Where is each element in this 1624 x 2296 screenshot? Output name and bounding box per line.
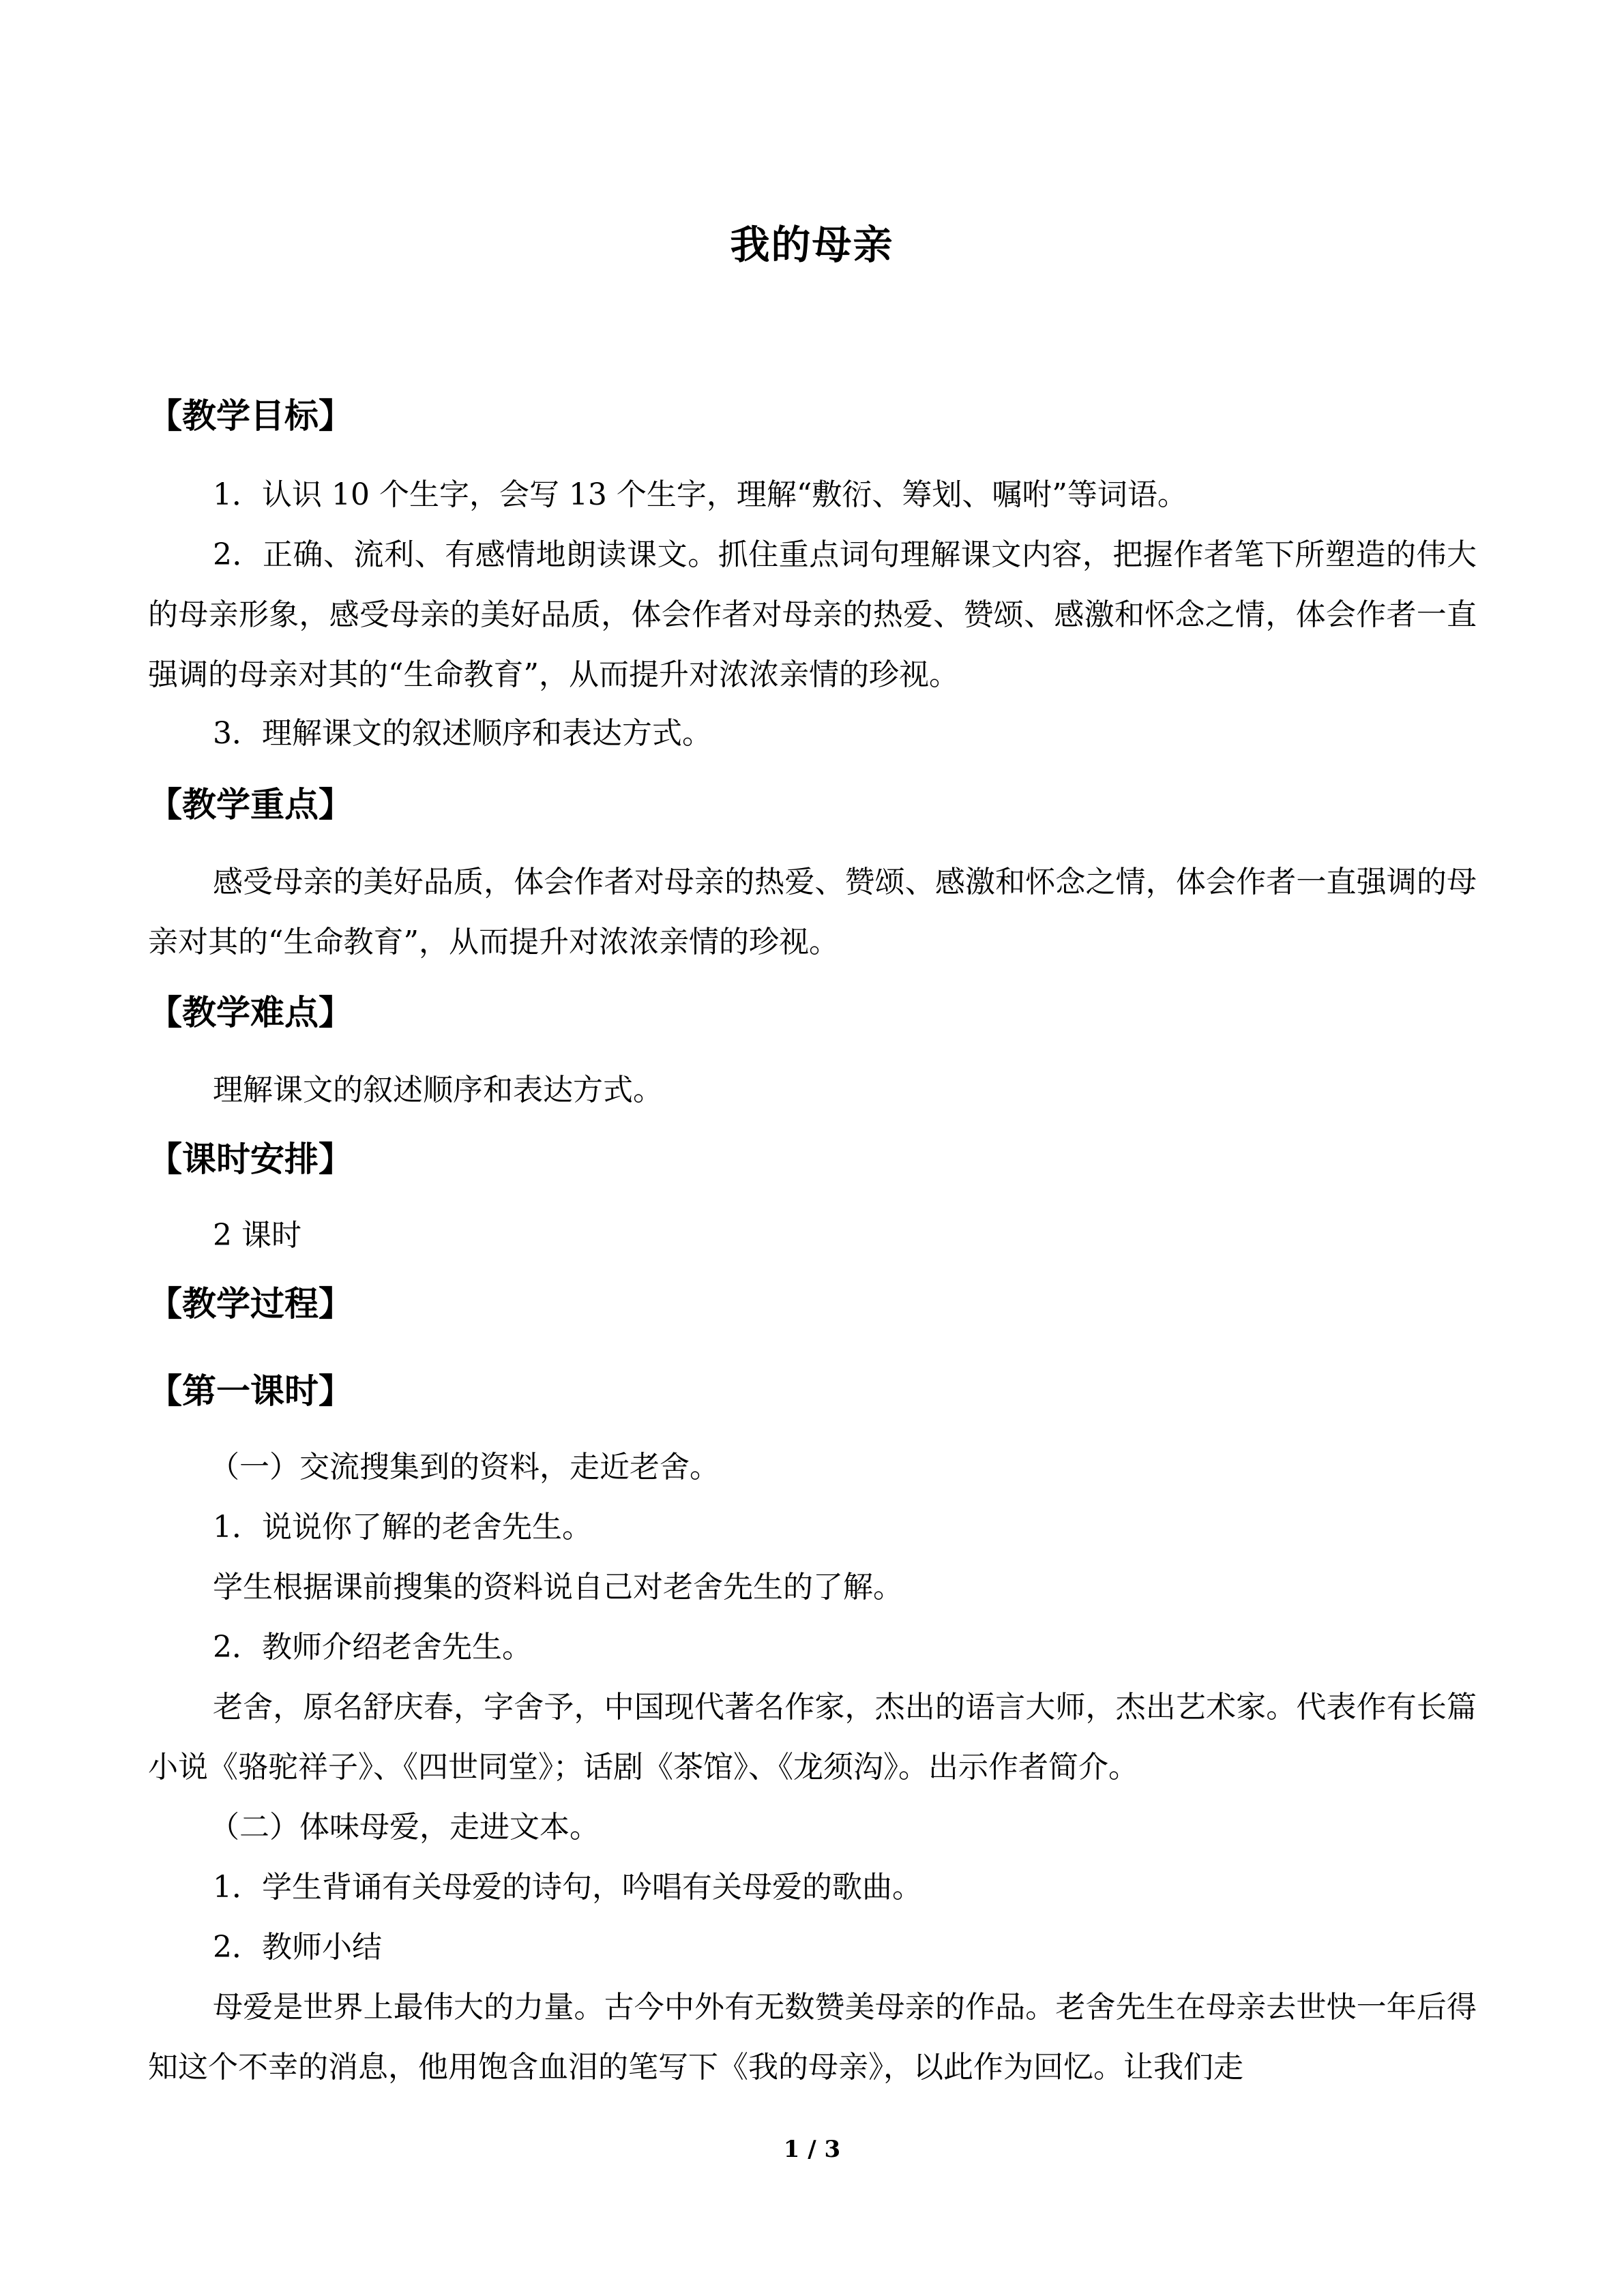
page-title: 我的母亲 [730,222,894,268]
key-points-text: 感受母亲的美好品质，体会作者对母亲的热爱、赞颂、感激和怀念之情，体会作者一直强调的母亲对其的“生命教育”，从而提升对浓浓亲情的珍视。 [148,865,1477,959]
section-heading-difficulties: 【教学难点】 [148,993,353,1032]
lesson1-text-2: 老舍，原名舒庆春，字舍予，中国现代著名作家，杰出的语言大师，杰出艺术家。代表作有长篇小说《骆驼祥子》、《四世同堂》；话剧《茶馆》、《龙须沟》。出示作者简介。 [148,1690,1477,1785]
page-number: 1 / 3 [783,2136,841,2163]
section-heading-lesson1: 【第一课时】 [148,1371,353,1411]
lesson1-item-3: 1．学生背诵有关母爱的诗句，吟唱有关母爱的歌曲。 [213,1870,922,1905]
goals-item-1: 1．认识 10 个生字，会写 13 个生字，理解“敷衍、筹划、嘱咐”等词语。 [213,477,1187,512]
lesson1-item-4: 2．教师小结 [213,1930,382,1965]
lesson1-step-1: （一）交流搜集到的资料，走近老舍。 [209,1450,720,1485]
goals-item-3: 3．理解课文的叙述顺序和表达方式。 [213,716,712,751]
lesson1-item-2: 2．教师介绍老舍先生。 [213,1630,532,1665]
section-heading-key-points: 【教学重点】 [148,785,353,824]
section-heading-schedule: 【课时安排】 [148,1139,353,1179]
lesson1-step-2: （二）体味母爱，走进文本。 [209,1810,600,1845]
section-heading-process: 【教学过程】 [148,1284,353,1324]
difficulties-text: 理解课文的叙述顺序和表达方式。 [213,1073,663,1107]
goals-item-2: 2．正确、流利、有感情地朗读课文。抓住重点词句理解课文内容，把握作者笔下所塑造的伟大的母亲形象，感受母亲的美好品质，体会作者对母亲的热爱、赞颂、感激和怀念之情，体会作者一直强调的母亲对其的“生命教育”，从而提升对浓浓亲情的珍视。 [148,537,1477,692]
lesson1-text-1: 学生根据课前搜集的资料说自己对老舍先生的了解。 [213,1570,903,1605]
lesson1-text-3: 母爱是世界上最伟大的力量。古今中外有无数赞美母亲的作品。老舍先生在母亲去世快一年后得知这个不幸的消息，他用饱含血泪的笔写下《我的母亲》，以此作为回忆。让我们走 [148,1990,1477,2085]
section-heading-goals: 【教学目标】 [148,396,353,436]
schedule-text: 2 课时 [213,1218,301,1253]
lesson1-item-1: 1．说说你了解的老舍先生。 [213,1510,592,1545]
